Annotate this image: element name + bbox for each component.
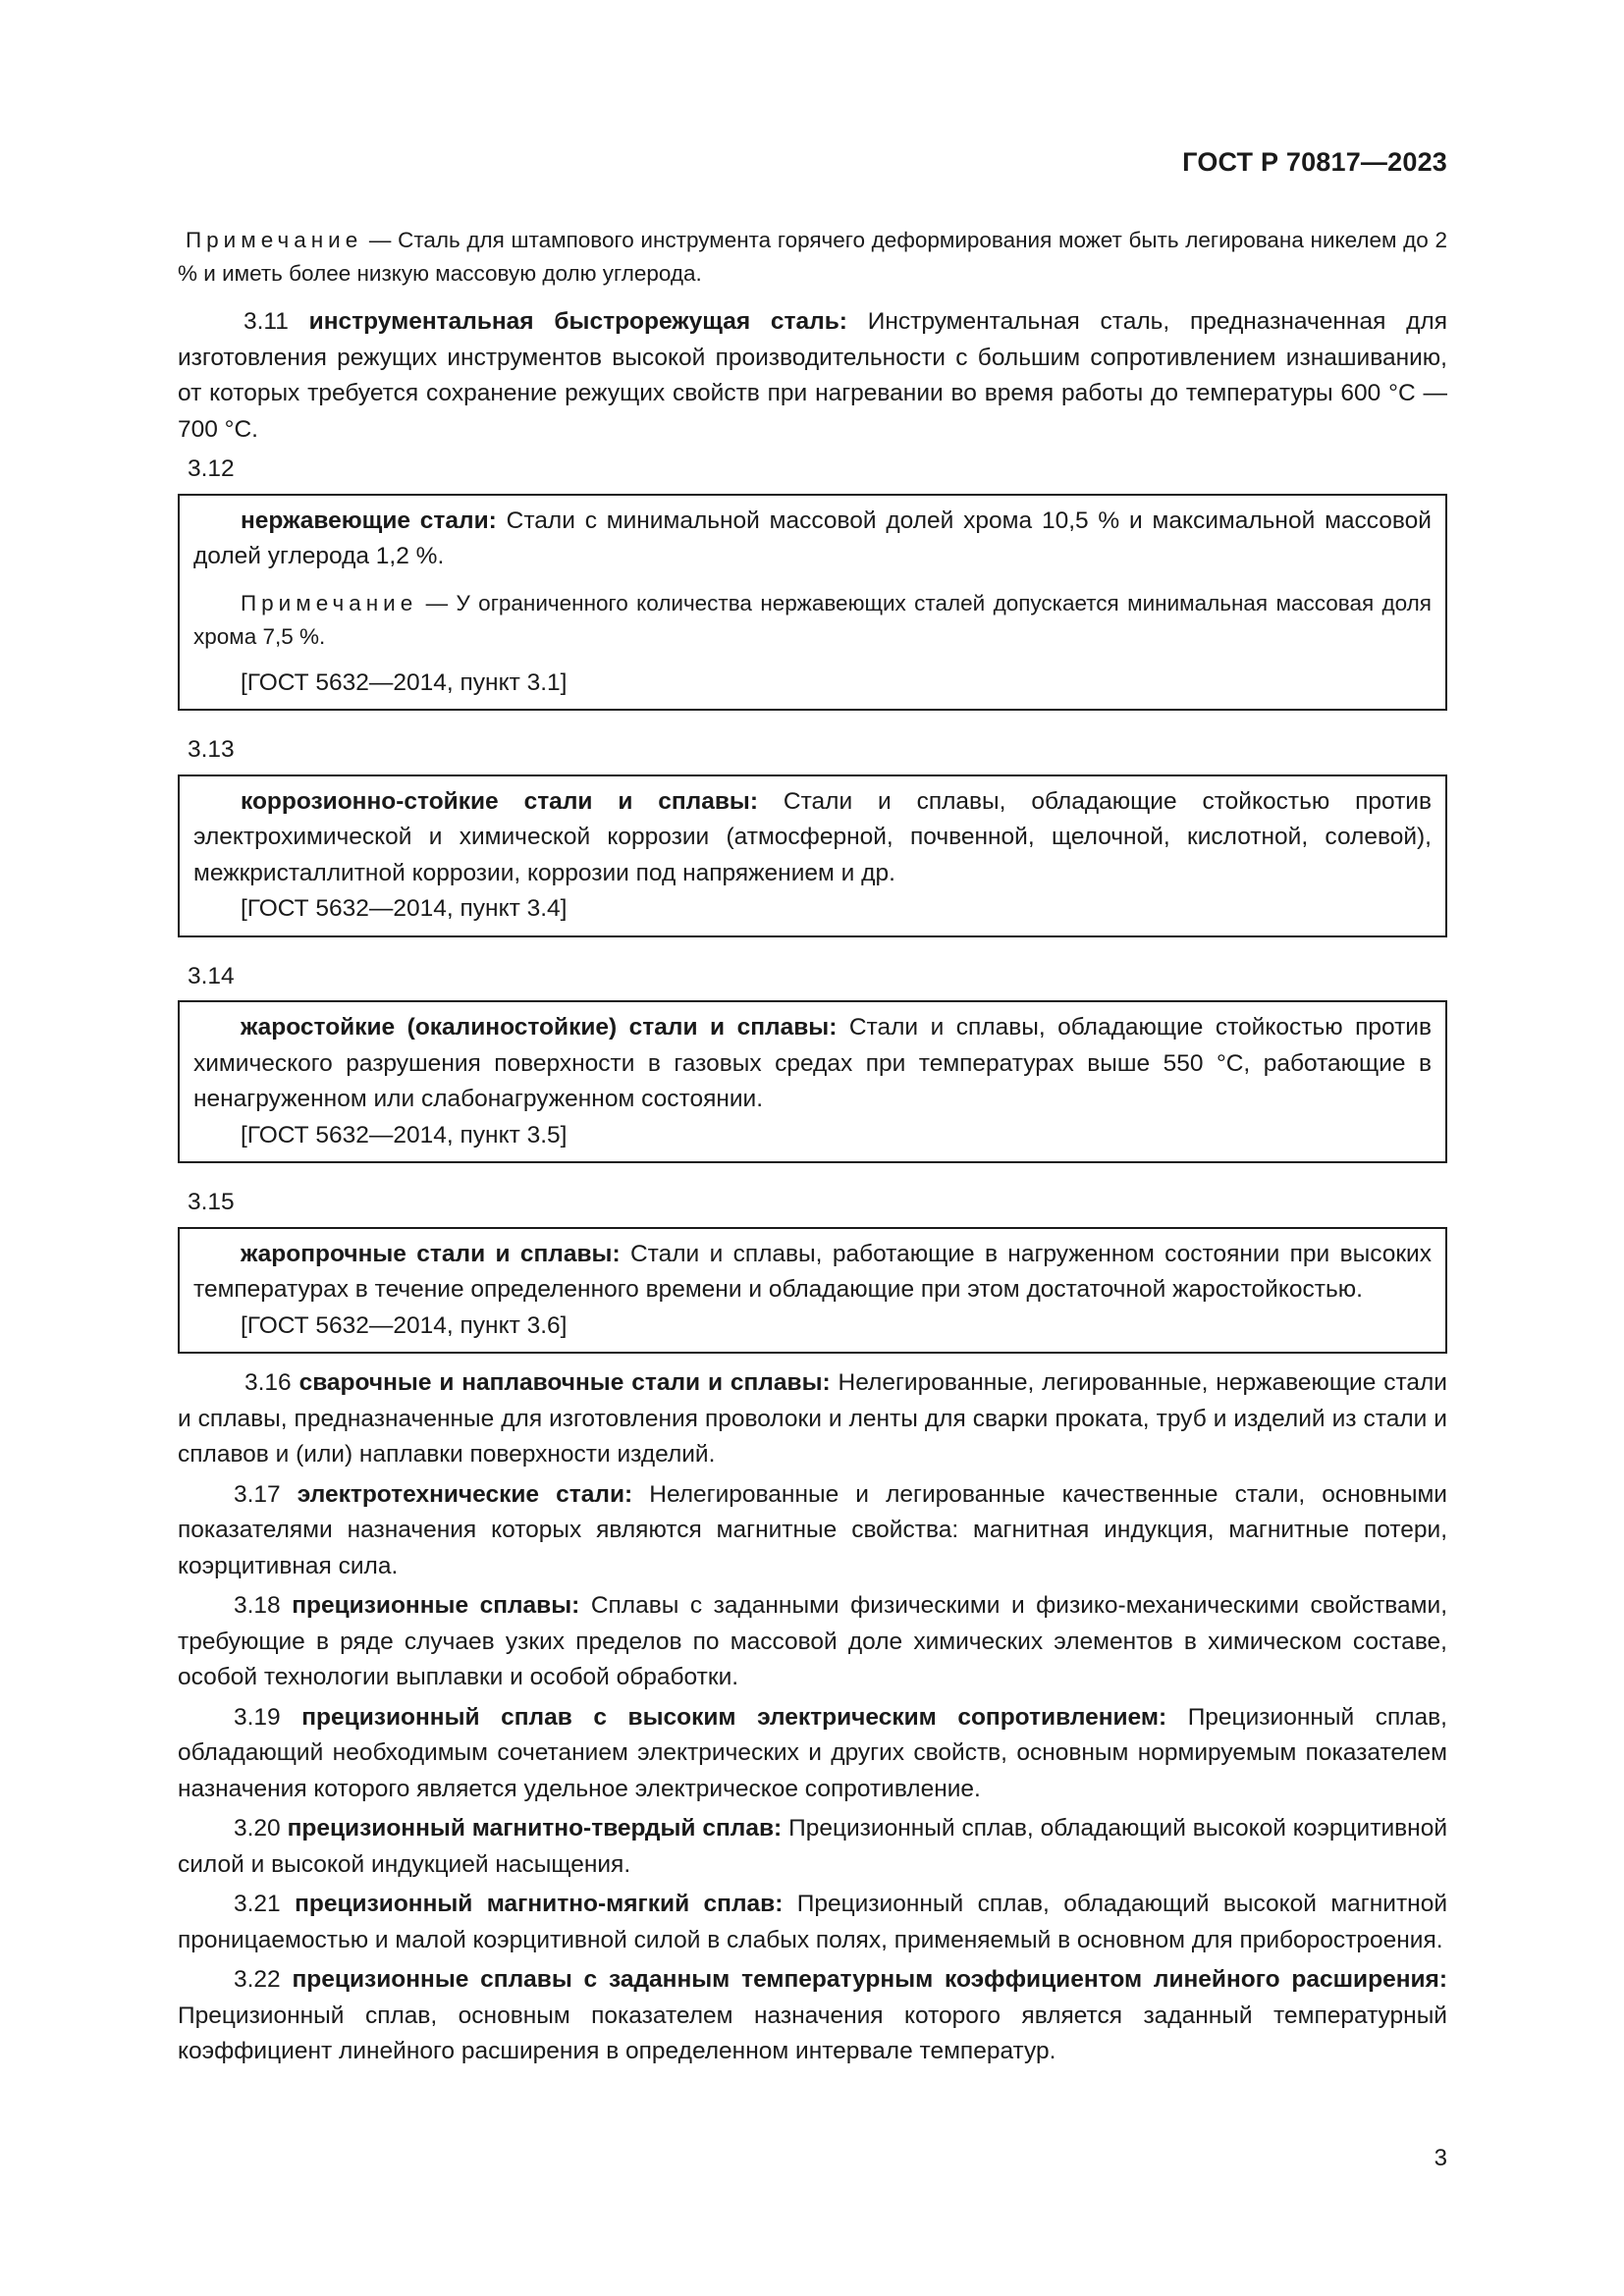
clause-text: Нелегированные и легированные качественные стали, основными показателями назначения которых являются магнитные свойства: магнитная индукция, магнитные потери, коэрцитивная сила. bbox=[178, 1480, 1447, 1579]
note-label: Примечание bbox=[186, 228, 363, 252]
clause-number: 3.11 bbox=[244, 308, 289, 335]
quoted-definition-box bbox=[178, 1227, 1447, 1355]
clause-text: Прецизионный сплав, основным показателем назначения которого является заданный температурный коэффициент линейного расширения в определенном интервале температур. bbox=[178, 2002, 1447, 2064]
definition-text bbox=[193, 784, 1432, 892]
clause-number: 3.19 bbox=[234, 1703, 281, 1731]
clause-3-18 bbox=[178, 1588, 1447, 1696]
clause-text: Стали и сплавы, работающие в нагруженном состоянии при высоких температурах в течение определенного времени и обладающие при этом достаточной жаростойкостью. bbox=[193, 1240, 1432, 1303]
clause-text: Нелегированные, легированные, нержавеющие стали и сплавы, предназначенные для изготовления проволоки и ленты для сварки проката, труб и изделий из стали и сплавов и (или) наплавки поверхности изделий. bbox=[178, 1369, 1447, 1468]
clause-term: прецизионный магнитно-твердый сплав: bbox=[287, 1815, 783, 1842]
note-text: — У ограниченного количества нержавеющих сталей допускается минимальная массовая доля хрома 7,5 %. bbox=[193, 590, 1432, 649]
clause-text: Стали и сплавы, обладающие стойкостью против электрохимической и химической коррозии (атмосферной, почвенной, щелочной, кислотной, солевой), межкристаллитной коррозии, коррозии под напряжением и др. bbox=[193, 787, 1433, 886]
note-top bbox=[178, 224, 1447, 291]
quoted-definition-box bbox=[178, 1000, 1447, 1163]
clause-number: 3.16 bbox=[244, 1369, 292, 1396]
clause-number: 3.22 bbox=[234, 1966, 281, 1993]
clause-text: Прецизионный сплав, обладающий необходимым сочетанием электрических и других свойств, основным нормируемым показателем назначения которого является удельное электрическое сопротивление. bbox=[178, 1703, 1447, 1802]
quoted-definition-box bbox=[178, 494, 1447, 712]
source-reference: [ГОСТ 5632—2014, пункт 3.1] bbox=[241, 668, 568, 696]
page-number: 3 bbox=[1434, 2145, 1447, 2171]
source-reference: [ГОСТ 5632—2014, пункт 3.4] bbox=[241, 895, 568, 922]
definition-note bbox=[193, 587, 1432, 654]
clause-text: Инструментальная сталь, предназначенная для изготовления режущих инструментов высокой производительности с большим сопротивлением изнашиванию, от которых требуется сохранение режущих свойств при нагревании во время работы до температуры 600 °С — 700 °С. bbox=[178, 308, 1447, 443]
definition-text bbox=[193, 1237, 1432, 1308]
clause-term: прецизионные сплавы: bbox=[292, 1592, 580, 1619]
clause-text: Прецизионный сплав, обладающий высокой магнитной проницаемостью и малой коэрцитивной силой в слабых полях, применяемый в основном для приборостроения. bbox=[178, 1891, 1448, 1953]
note-text: — Сталь для штампового инструмента горячего деформирования может быть легирована никелем до 2 % и иметь более низкую массовую долю углерода. bbox=[178, 228, 1447, 286]
clause-3-17 bbox=[178, 1477, 1447, 1585]
clause-number: 3.20 bbox=[234, 1815, 281, 1842]
clause-number: 3.17 bbox=[234, 1480, 281, 1508]
clause-number: 3.18 bbox=[234, 1592, 281, 1619]
clause-term: электротехнические стали: bbox=[297, 1480, 633, 1508]
definition-text bbox=[193, 504, 1432, 575]
clause-number-3-14: 3.14 bbox=[188, 962, 235, 989]
clause-text: Прецизионный сплав, обладающий высокой коэрцитивной силой и высокой индукцией насыщения. bbox=[178, 1815, 1448, 1878]
clause-3-19 bbox=[178, 1700, 1447, 1808]
clause-number: 3.21 bbox=[234, 1891, 281, 1917]
clause-term: жаростойкие (окалиностойкие) стали и сплавы: bbox=[241, 1014, 838, 1041]
document-header: ГОСТ Р 70817—2023 bbox=[1182, 147, 1447, 177]
clause-term: инструментальная быстрорежущая сталь: bbox=[308, 308, 847, 335]
clause-term: нержавеющие стали: bbox=[241, 507, 497, 534]
definition-text bbox=[193, 1010, 1432, 1118]
clause-term: прецизионный сплав с высоким электрическим сопротивлением: bbox=[301, 1703, 1167, 1731]
clause-term: сварочные и наплавочные стали и сплавы: bbox=[298, 1369, 831, 1396]
clause-text: Стали и сплавы, обладающие стойкостью против химического разрушения поверхности в газовых средах при температурах выше 550 °С, работающие в ненагруженном или слабонагруженном состоянии. bbox=[193, 1014, 1432, 1112]
clause-3-11 bbox=[178, 304, 1447, 448]
clause-number-3-12: 3.12 bbox=[188, 455, 235, 482]
clause-term: коррозионно-стойкие стали и сплавы: bbox=[241, 787, 759, 815]
clause-term: жаропрочные стали и сплавы: bbox=[241, 1240, 621, 1267]
clause-3-20 bbox=[178, 1811, 1447, 1883]
quoted-definition-box bbox=[178, 774, 1447, 937]
clause-3-21 bbox=[178, 1887, 1447, 1958]
note-label: Примечание bbox=[241, 590, 418, 615]
clause-3-16 bbox=[178, 1365, 1447, 1473]
clause-3-22 bbox=[178, 1962, 1447, 2070]
clause-term: прецизионный магнитно-мягкий сплав: bbox=[295, 1891, 784, 1917]
clause-text: Стали с минимальной массовой долей хрома 10,5 % и максимальной массовой долей углерода 1,2 %. bbox=[193, 507, 1432, 569]
clause-term: прецизионные сплавы с заданным температурным коэффициентом линейного расширения: bbox=[292, 1966, 1448, 1993]
clause-number-3-13: 3.13 bbox=[188, 736, 235, 763]
clause-number-3-15: 3.15 bbox=[188, 1189, 235, 1215]
source-reference: [ГОСТ 5632—2014, пункт 3.5] bbox=[241, 1121, 568, 1148]
source-reference: [ГОСТ 5632—2014, пункт 3.6] bbox=[241, 1311, 568, 1339]
clause-text: Сплавы с заданными физическими и физико-механическими свойствами, требующие в ряде случаев узких пределов по массовой доле химических элементов в химическом составе, особой технологии выплавки и особой обработки. bbox=[178, 1592, 1447, 1690]
document-body bbox=[178, 224, 1447, 2074]
